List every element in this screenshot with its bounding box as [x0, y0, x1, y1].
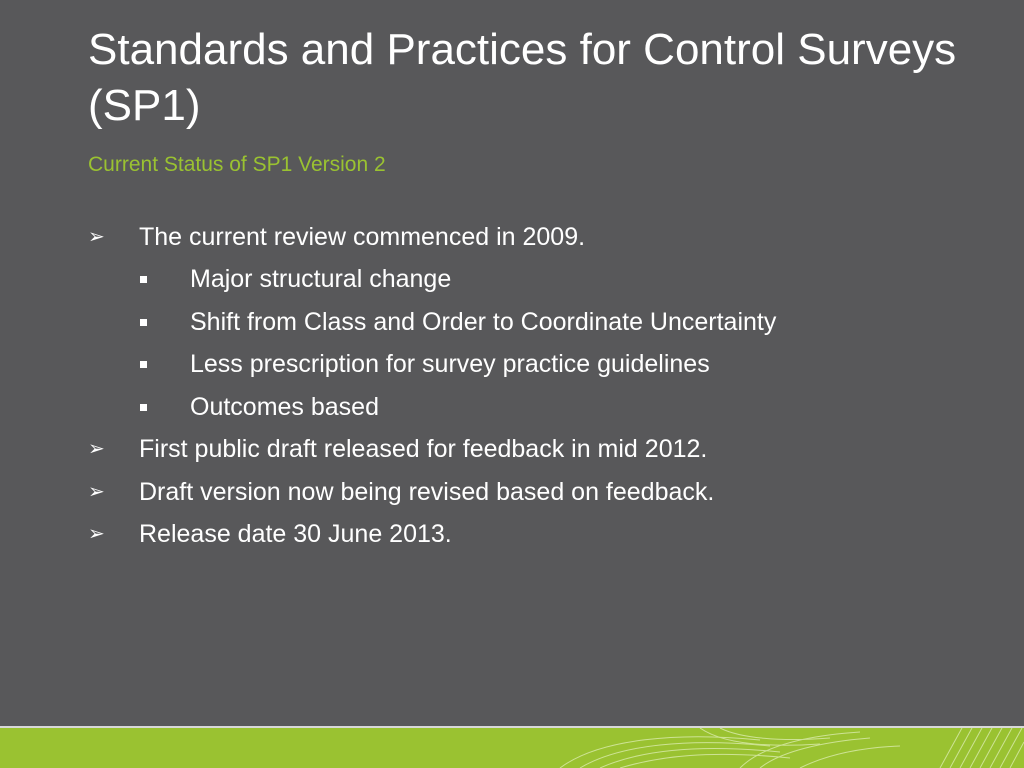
bullet-text: The current review commenced in 2009.	[139, 223, 586, 251]
contour-lines-decoration	[0, 728, 1024, 768]
bullet-text: Shift from Class and Order to Coordinate Uncertainty	[190, 308, 777, 336]
arrow-bullet-icon: ➢	[88, 438, 105, 460]
bullet-text: First public draft released for feedback in mid 2012.	[139, 435, 708, 463]
arrow-bullet-icon: ➢	[88, 481, 105, 503]
bullet-text: Less prescription for survey practice guidelines	[190, 350, 710, 378]
footer-band	[0, 728, 1024, 768]
slide-subtitle: Current Status of SP1 Version 2	[88, 153, 386, 176]
square-bullet-icon	[140, 361, 147, 368]
square-bullet-icon	[140, 319, 147, 326]
slide-title: Standards and Practices for Control Surveys (SP1)	[88, 25, 957, 130]
bullet-text: Draft version now being revised based on feedback.	[139, 478, 715, 506]
bullet-text: Release date 30 June 2013.	[139, 520, 452, 548]
arrow-bullet-icon: ➢	[88, 226, 105, 248]
square-bullet-icon	[140, 404, 147, 411]
bullet-text: Outcomes based	[190, 393, 379, 421]
square-bullet-icon	[140, 276, 147, 283]
bullet-text: Major structural change	[190, 265, 452, 293]
arrow-bullet-icon: ➢	[88, 523, 105, 545]
